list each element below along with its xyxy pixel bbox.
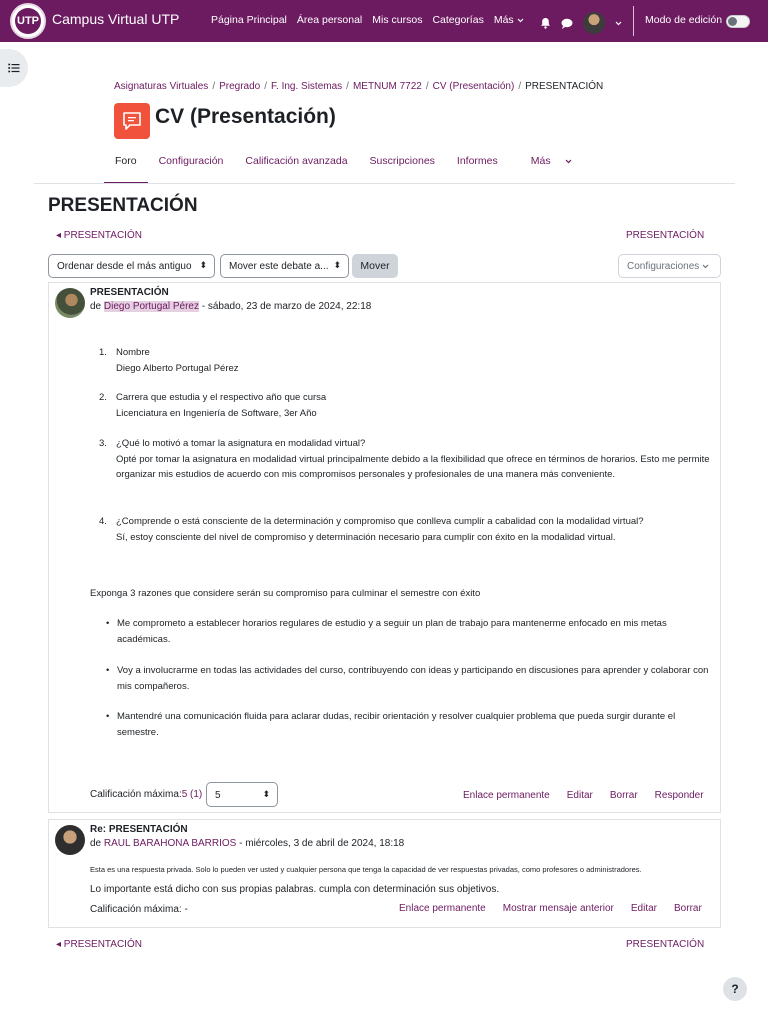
settings-label: Configuraciones xyxy=(627,261,700,272)
bullet: • xyxy=(106,618,110,629)
item-number: 1. xyxy=(99,347,107,358)
delete-link[interactable]: Borrar xyxy=(609,790,638,801)
post-title: PRESENTACIÓN xyxy=(90,287,169,298)
item-number: 4. xyxy=(99,516,107,527)
user-avatar[interactable] xyxy=(583,12,605,34)
utp-logo[interactable] xyxy=(10,3,46,39)
permalink-link[interactable]: Enlace permanente xyxy=(399,903,486,914)
item-answer: Sí, estoy consciente del nivel de compromiso y determinación necesario para cumplir con éxito en la modalidad virtual. xyxy=(116,531,616,543)
rating-label-text: Calificación máxima: xyxy=(90,789,182,800)
logo-text: UTP xyxy=(15,8,41,34)
bullet-text: Mantendré una comunicación fluida para aclarar dudas, recibir orientación y resolver cualquier problema que pueda surgir durante el semestre. xyxy=(117,711,676,738)
primary-nav xyxy=(211,14,524,26)
forum-post-reply xyxy=(48,819,721,928)
divider xyxy=(633,6,634,36)
edit-mode-toggle[interactable] xyxy=(726,15,750,28)
tab-reports[interactable]: Informes xyxy=(456,155,498,167)
breadcrumb-item[interactable]: Pregrado xyxy=(219,81,261,92)
post-actions xyxy=(463,790,704,801)
settings-dropdown[interactable] xyxy=(618,254,721,278)
permalink-link[interactable]: Enlace permanente xyxy=(463,790,550,801)
item-answer: Licenciatura en Ingeniería de Software, 3er Año xyxy=(116,407,317,419)
select-arrows-icon: ⬍ xyxy=(333,260,341,270)
select-arrows-icon: ⬍ xyxy=(199,260,207,270)
sort-select-value: Ordenar desde el más antiguo xyxy=(57,261,192,272)
rating-value-link[interactable]: 5 (1) xyxy=(181,789,203,800)
by-prefix: de xyxy=(90,301,102,312)
course-index-button[interactable] xyxy=(0,49,28,87)
breadcrumb-item[interactable]: CV (Presentación) xyxy=(432,81,515,92)
item-number: 3. xyxy=(99,438,107,449)
page-title: CV (Presentación) xyxy=(155,105,336,128)
chevron-down-icon xyxy=(702,264,709,269)
nav-dashboard[interactable]: Área personal xyxy=(296,14,363,26)
nav-more-label: Más xyxy=(493,14,514,26)
author-avatar[interactable] xyxy=(55,288,85,318)
move-select-value: Mover este debate a... xyxy=(229,261,329,272)
item-number: 2. xyxy=(99,392,107,403)
rating-label xyxy=(90,789,202,800)
item-answer: Opté por tomar la asignatura en modalidad virtual principalmente debido a la flexibilidad que ofrece en términos de horarios. Esto me permite organizar mis estudios de acuerdo con mis compromisos personales y profesionales de una manera más conveniente. xyxy=(116,453,710,480)
move-button[interactable]: Mover xyxy=(352,254,398,278)
tab-more-label: Más xyxy=(530,155,551,167)
prev-discussion-link[interactable]: ◂ PRESENTACIÓN xyxy=(56,230,142,241)
post-byline xyxy=(90,838,404,849)
post-paragraph: Exponga 3 razones que considere serán su compromiso para culminar el semestre con éxito xyxy=(90,588,481,599)
help-button[interactable]: ? xyxy=(723,977,747,1001)
post-byline xyxy=(90,301,371,312)
edit-link[interactable]: Editar xyxy=(630,903,658,914)
post-date: - miércoles, 3 de abril de 2024, 18:18 xyxy=(239,838,405,849)
tab-advanced-grading[interactable]: Calificación avanzada xyxy=(245,155,348,167)
chevron-down-icon xyxy=(565,159,572,164)
chat-icon[interactable] xyxy=(561,18,573,29)
bullet-text: Voy a involucrarme en todas las actividades del curso, contribuyendo con ideas y participando en discusiones para aprender y colaborar con mis compañeros. xyxy=(117,665,709,692)
edit-mode-label: Modo de edición xyxy=(645,14,723,26)
author-link[interactable]: RAUL BARAHONA BARRIOS xyxy=(103,838,237,849)
user-tools xyxy=(540,12,622,34)
move-discussion-select[interactable] xyxy=(220,254,349,278)
rating-select[interactable] xyxy=(206,782,278,807)
rating-select-value: 5 xyxy=(215,790,221,801)
breadcrumb-item[interactable]: Asignaturas Virtuales xyxy=(114,81,209,92)
breadcrumb: Asignaturas Virtuales / Pregrado / F. Ing. Sistemas / METNUM 7722 / CV (Presentación) / PRESENTACIÓN xyxy=(114,81,604,92)
tab-more[interactable] xyxy=(509,142,583,184)
post-actions xyxy=(399,903,702,914)
item-answer: Diego Alberto Portugal Pérez xyxy=(116,362,239,374)
chevron-down-icon xyxy=(517,18,524,23)
breadcrumb-item[interactable]: F. Ing. Sistemas xyxy=(271,81,343,92)
divider xyxy=(34,183,735,184)
select-arrows-icon: ⬍ xyxy=(262,789,270,799)
delete-link[interactable]: Borrar xyxy=(674,903,702,914)
nav-more[interactable] xyxy=(494,14,524,26)
edit-link[interactable]: Editar xyxy=(566,790,593,801)
rating-label: Calificación máxima: - xyxy=(90,904,188,915)
list-icon xyxy=(8,63,20,73)
forum-icon xyxy=(114,103,150,139)
next-discussion-link[interactable]: PRESENTACIÓN xyxy=(626,230,705,241)
top-navbar xyxy=(0,0,768,42)
tab-forum[interactable]: Foro xyxy=(104,142,148,184)
secondary-nav xyxy=(104,142,583,184)
post-date: - sábado, 23 de marzo de 2024, 22:18 xyxy=(201,301,372,312)
tab-subscriptions[interactable]: Suscripciones xyxy=(369,155,435,167)
reply-link[interactable]: Responder xyxy=(654,790,704,801)
private-reply-note: Esta es una respuesta privada. Solo lo pueden ver usted y cualquier persona que tenga la capacidad de ver respuestas privadas, como profesores o administradores. xyxy=(90,865,642,874)
author-link[interactable]: Diego Portugal Pérez xyxy=(103,301,199,312)
site-name[interactable]: Campus Virtual UTP xyxy=(52,11,180,27)
by-prefix: de xyxy=(90,838,102,849)
bell-icon[interactable] xyxy=(540,17,551,29)
author-avatar[interactable] xyxy=(55,825,85,855)
show-parent-link[interactable]: Mostrar mensaje anterior xyxy=(502,903,614,914)
item-question: Carrera que estudia y el respectivo año que cursa xyxy=(116,392,327,403)
sort-select[interactable] xyxy=(48,254,215,278)
bullet-text: Me comprometo a establecer horarios regulares de estudio y a seguir un plan de trabajo para mantenerme enfocado en mis metas académicas. xyxy=(117,618,667,645)
item-question: Nombre xyxy=(116,347,150,358)
forum-post xyxy=(48,282,721,813)
item-question: ¿Comprende o está consciente de la determinación y compromiso que conlleva cumplir a cabalidad con la modalidad virtual? xyxy=(116,516,644,527)
chevron-down-icon[interactable] xyxy=(615,21,622,26)
nav-my-courses[interactable]: Mis cursos xyxy=(372,14,423,26)
tab-settings[interactable]: Configuración xyxy=(158,155,224,167)
post-message: Lo importante está dicho con sus propias palabras. cumpla con determinación sus objetivos. xyxy=(90,884,500,895)
bullet: • xyxy=(106,711,110,722)
prev-discussion-link[interactable]: ◂ PRESENTACIÓN xyxy=(56,939,142,950)
nav-home[interactable]: Página Principal xyxy=(211,14,287,26)
post-title: Re: PRESENTACIÓN xyxy=(90,824,188,835)
breadcrumb-item[interactable]: METNUM 7722 xyxy=(352,81,422,92)
item-question: ¿Qué lo motivó a tomar la asignatura en modalidad virtual? xyxy=(116,438,366,449)
next-discussion-link[interactable]: PRESENTACIÓN xyxy=(626,939,705,950)
discussion-title: PRESENTACIÓN xyxy=(48,195,198,216)
nav-categories[interactable]: Categorías xyxy=(432,14,484,26)
bullet: • xyxy=(106,665,110,676)
breadcrumb-current: PRESENTACIÓN xyxy=(525,81,604,92)
